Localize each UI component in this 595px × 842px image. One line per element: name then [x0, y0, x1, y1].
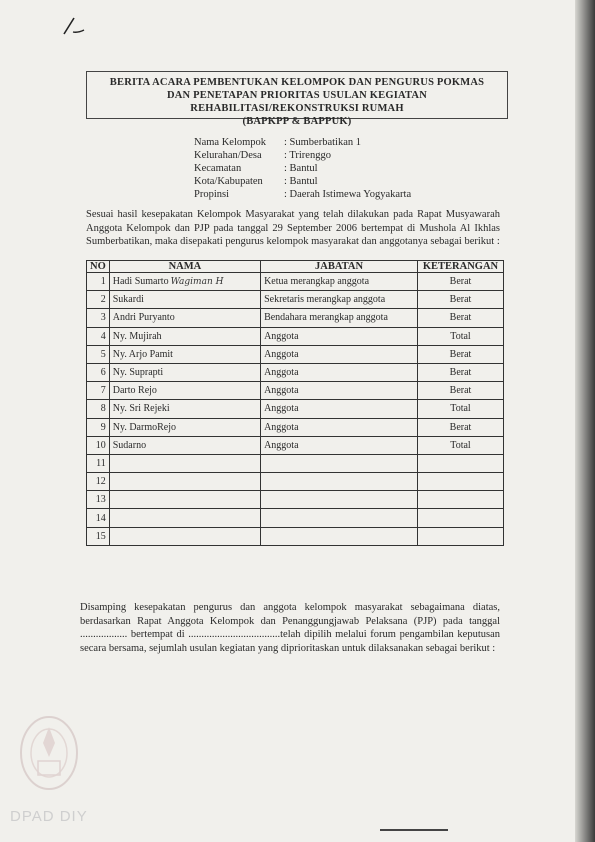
table-row [87, 473, 504, 491]
info-row [194, 188, 411, 201]
cell-nama [109, 345, 260, 363]
cell-jabatan [261, 327, 418, 345]
info-row [194, 149, 411, 162]
table-row [87, 345, 504, 363]
info-label: Kota/Kabupaten [194, 176, 263, 187]
table-row [87, 454, 504, 472]
footer-line [380, 829, 448, 831]
cell-no [87, 509, 110, 527]
cell-keterangan-text: Berat [449, 276, 472, 288]
cell-no-text: 5 [100, 348, 106, 360]
table-row [87, 327, 504, 345]
info-label: Kelurahan/Desa [194, 150, 262, 161]
cell-no [87, 418, 110, 436]
intro-paragraph: Sesuai hasil kesepakatan Kelompok Masyarakat yang telah dilakukan pada Rapat Musyawarah Anggota Kelompok dan PJP pada tanggal 29 September 2006 bertempat di Mushola Al Ikhlas Sumberbatikan, maka disepakati pengurus kelompok masyarakat dan anggotanya sebagai berikut : [86, 209, 500, 247]
cell-keterangan [418, 273, 504, 291]
cell-no [87, 527, 110, 545]
cell-nama [109, 473, 260, 491]
cell-no [87, 273, 110, 291]
table-row [87, 418, 504, 436]
cell-nama [109, 436, 260, 454]
handwritten-mark [60, 14, 88, 38]
cell-keterangan-text: Total [450, 330, 471, 342]
cell-jabatan [261, 509, 418, 527]
cell-keterangan [418, 454, 504, 472]
cell-no-text: 13 [95, 494, 106, 506]
cell-no [87, 345, 110, 363]
cell-nama [109, 291, 260, 309]
table-row [87, 491, 504, 509]
cell-nama-text: Ny. DarmoRejo [112, 421, 176, 433]
cell-nama-text: Ny. Suprapti [112, 367, 164, 379]
cell-no-text: 10 [95, 439, 106, 451]
table-header-row [87, 261, 504, 273]
cell-jabatan [261, 436, 418, 454]
cell-jabatan-text: Anggota [264, 421, 299, 433]
info-label: Propinsi [194, 189, 230, 200]
cell-keterangan-text: Berat [449, 294, 472, 306]
cell-keterangan [418, 309, 504, 327]
scan-edge-shadow [575, 0, 595, 842]
cell-jabatan-text: Anggota [264, 439, 299, 451]
cell-nama-text: Andri Puryanto [112, 312, 175, 324]
cell-no [87, 291, 110, 309]
cell-no [87, 309, 110, 327]
group-info [194, 136, 411, 201]
cell-jabatan [261, 473, 418, 491]
cell-nama [109, 491, 260, 509]
cell-no-text: 15 [95, 530, 106, 542]
cell-keterangan-text: Berat [449, 421, 472, 433]
cell-no-text: 8 [100, 403, 106, 415]
info-row [194, 175, 411, 188]
cell-keterangan [418, 509, 504, 527]
cell-keterangan-text: Berat [449, 367, 472, 379]
handwritten-signature: Wagiman H [170, 277, 224, 288]
cell-jabatan [261, 382, 418, 400]
cell-jabatan [261, 273, 418, 291]
cell-nama [109, 527, 260, 545]
cell-jabatan-text: Sekretaris merangkap anggota [264, 294, 386, 306]
cell-no-text: 4 [100, 330, 106, 342]
cell-jabatan [261, 400, 418, 418]
cell-jabatan [261, 291, 418, 309]
cell-no [87, 363, 110, 381]
cell-jabatan [261, 491, 418, 509]
cell-keterangan [418, 473, 504, 491]
table-row [87, 527, 504, 545]
info-value: : Sumberbatikan 1 [284, 137, 361, 148]
cell-no-text: 9 [100, 421, 106, 433]
cell-nama-text: Ny. Mujirah [112, 330, 162, 342]
cell-nama [109, 273, 260, 291]
cell-nama-text: Sukardi [112, 294, 144, 306]
title-line-2: DAN PENETAPAN PRIORITAS USULAN KEGIATAN REHABILITASI/REKONSTRUKSI RUMAH [166, 90, 427, 114]
cell-keterangan-text: Berat [449, 348, 472, 360]
archive-watermark: DPAD DIY [10, 808, 88, 825]
cell-no-text: 11 [96, 457, 106, 469]
cell-no-text: 14 [95, 512, 106, 524]
table-row [87, 273, 504, 291]
cell-jabatan [261, 418, 418, 436]
info-value: : Bantul [284, 176, 318, 187]
header-jabatan: JABATAN [261, 261, 418, 273]
cell-keterangan-text: Berat [449, 312, 472, 324]
cell-nama [109, 382, 260, 400]
cell-no-text: 6 [100, 367, 106, 379]
cell-nama [109, 454, 260, 472]
cell-keterangan-text: Total [450, 439, 471, 451]
table-row [87, 509, 504, 527]
cell-no [87, 491, 110, 509]
cell-jabatan-text: Anggota [264, 348, 299, 360]
cell-jabatan-text: Anggota [264, 367, 299, 379]
cell-keterangan [418, 400, 504, 418]
cell-nama-text: Ny. Arjo Pamit [112, 348, 173, 360]
cell-nama [109, 327, 260, 345]
table-row [87, 436, 504, 454]
title-line-1: BERITA ACARA PEMBENTUKAN KELOMPOK DAN PENGURUS POKMAS [109, 77, 485, 88]
cell-keterangan [418, 436, 504, 454]
cell-no-text: 2 [100, 294, 106, 306]
cell-jabatan-text: Anggota [264, 403, 299, 415]
cell-keterangan-text: Total [450, 403, 471, 415]
header-nama: NAMA [109, 261, 260, 273]
cell-no [87, 400, 110, 418]
cell-keterangan [418, 345, 504, 363]
info-value: : Bantul [284, 163, 318, 174]
cell-jabatan [261, 309, 418, 327]
cell-no [87, 382, 110, 400]
cell-no-text: 1 [100, 276, 106, 288]
cell-no [87, 454, 110, 472]
cell-keterangan [418, 382, 504, 400]
cell-jabatan-text: Anggota [264, 330, 299, 342]
cell-jabatan [261, 454, 418, 472]
cell-keterangan-text: Berat [449, 385, 472, 397]
cell-jabatan [261, 363, 418, 381]
cell-nama [109, 309, 260, 327]
members-table [86, 260, 504, 546]
cell-keterangan [418, 527, 504, 545]
cell-keterangan [418, 363, 504, 381]
cell-keterangan [418, 491, 504, 509]
cell-jabatan [261, 527, 418, 545]
cell-jabatan-text: Ketua merangkap anggota [264, 276, 370, 288]
title-line-3: (BAPKPP & BAPPUK) [242, 116, 352, 127]
cell-nama [109, 418, 260, 436]
info-row [194, 136, 411, 149]
cell-no [87, 473, 110, 491]
table-row [87, 400, 504, 418]
cell-nama-text: Ny. Sri Rejeki [112, 403, 170, 415]
cell-no [87, 327, 110, 345]
table-row [87, 363, 504, 381]
cell-nama [109, 509, 260, 527]
cell-jabatan-text: Anggota [264, 385, 299, 397]
header-no: NO [87, 261, 110, 273]
cell-keterangan [418, 291, 504, 309]
cell-jabatan-text: Bendahara merangkap anggota [264, 312, 388, 324]
info-row [194, 162, 411, 175]
info-value: : Trirenggo [284, 150, 331, 161]
table-row [87, 309, 504, 327]
cell-nama [109, 400, 260, 418]
cell-jabatan [261, 345, 418, 363]
cell-no-text: 3 [100, 312, 106, 324]
document-title [86, 71, 508, 127]
info-value: : Daerah Istimewa Yogyakarta [284, 189, 412, 200]
table-row [87, 291, 504, 309]
info-label: Kecamatan [194, 163, 242, 174]
cell-no-text: 7 [100, 385, 106, 397]
cell-nama-text: Sudarno [112, 439, 147, 451]
cell-keterangan [418, 327, 504, 345]
header-keterangan: KETERANGAN [418, 261, 504, 273]
cell-no [87, 436, 110, 454]
info-label: Nama Kelompok [194, 137, 267, 148]
table-row [87, 382, 504, 400]
cell-nama-text: Hadi Sumarto [112, 276, 169, 288]
cell-nama-text: Darto Rejo [112, 385, 157, 397]
cell-keterangan [418, 418, 504, 436]
official-stamp-seal [18, 713, 80, 791]
closing-paragraph: Disamping kesepakatan pengurus dan anggota kelompok masyarakat sebagaimana diatas, berdasarkan Rapat Anggota Kelompok dan Penanggungjawab Pelaksana (PJP) pada tanggal .................. bertempat di ...................................telah dipilih melalui forum pengambilan keputusan secara bersama, sejumlah usulan kegiatan yang diprioritaskan untuk dilaksanakan sebagai berikut : [80, 602, 500, 654]
cell-nama [109, 363, 260, 381]
cell-no-text: 12 [95, 476, 106, 488]
